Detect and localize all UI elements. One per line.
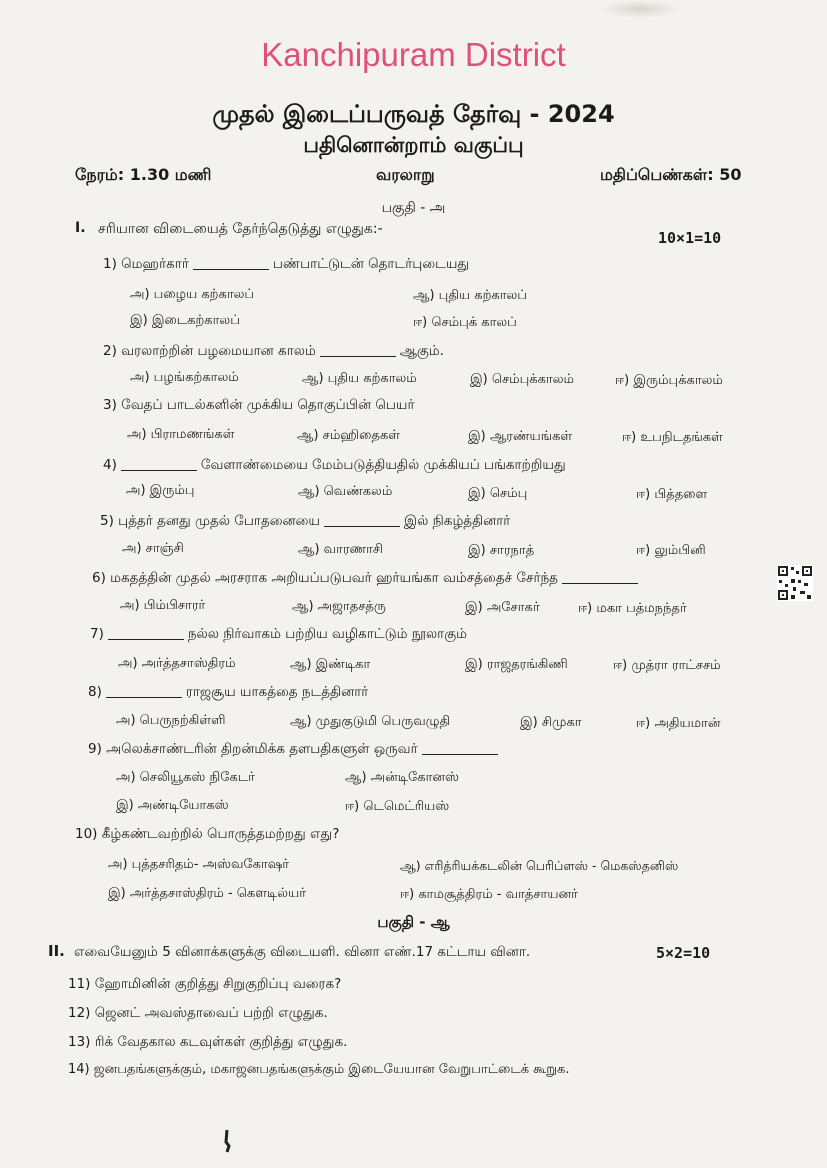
answer-blank xyxy=(320,356,396,357)
question-text: நல்ல நிர்வாகம் பற்றிய வழிகாட்டும் நூலாகும் xyxy=(187,626,467,642)
question-number: 3) xyxy=(103,397,117,413)
option: ஈ) செம்புக் காலப் xyxy=(413,315,517,330)
part-a-label: பகுதி - அ xyxy=(381,200,446,216)
question-number: 1) xyxy=(103,256,117,272)
option: ஈ) பித்தளை xyxy=(636,487,708,502)
question-7 xyxy=(90,626,467,644)
answer-blank xyxy=(422,754,498,755)
question-text: கீழ்கண்டவற்றில் பொருத்தமற்றது எது? xyxy=(101,826,340,842)
question-5 xyxy=(100,513,510,531)
option: ஈ) இரும்புக்காலம் xyxy=(615,373,723,388)
option: இ) அசோகர் xyxy=(465,600,540,615)
question-14 xyxy=(68,1062,570,1078)
option: அ) புத்தசரிதம்- அஸ்வகோஷர் xyxy=(108,857,290,872)
option: இ) ராஜதரங்கிணி xyxy=(465,657,568,672)
question-text: இல் நிகழ்த்தினார் xyxy=(404,513,511,529)
question-number: 7) xyxy=(90,626,104,642)
question-text: வரலாற்றின் பழமையான காலம் xyxy=(121,343,316,359)
option: இ) சாரநாத் xyxy=(468,543,535,558)
option: ஆ) அன்டிகோனஸ் xyxy=(345,770,459,785)
question-13 xyxy=(68,1034,347,1052)
answer-blank xyxy=(121,470,197,471)
question-text: ஆகும். xyxy=(399,343,444,359)
question-number: 4) xyxy=(103,457,117,473)
section-marks: 5×2=10 xyxy=(656,944,711,962)
question-text: ஜனபதங்களுக்கும், மகாஜனபதங்களுக்கும் இடையேயான வேறுபாட்டைக் கூறுக. xyxy=(93,1062,570,1077)
question-text: வேதப் பாடல்களின் முக்கிய தொகுப்பின் பெயர் xyxy=(121,397,415,413)
option: ஈ) காமசூத்திரம் - வாத்சாயனர் xyxy=(400,887,578,902)
option: ஈ) மகா பத்மநந்தர் xyxy=(578,601,687,616)
option: அ) பழைய கற்காலப் xyxy=(130,287,255,302)
question-number: 12) xyxy=(68,1005,91,1021)
option: ஈ) உபநிடதங்கள் xyxy=(622,430,723,445)
option: அ) பழங்கற்காலம் xyxy=(130,370,239,385)
option: ஈ) டெமெட்ரியஸ் xyxy=(345,799,450,814)
question-4 xyxy=(103,457,566,475)
option: ஆ) வெண்கலம் xyxy=(298,484,393,499)
answer-blank xyxy=(324,526,400,527)
question-2 xyxy=(103,343,444,361)
section-number: I. xyxy=(75,220,86,236)
question-text: பண்பாட்டுடன் தொடர்புடையது xyxy=(272,256,470,272)
question-text: வேளாண்மையை மேம்படுத்தியதில் முக்கியப் பங்காற்றியது xyxy=(200,457,566,473)
qr-code-icon xyxy=(777,565,813,601)
question-number: 2) xyxy=(103,343,117,359)
answer-blank xyxy=(106,697,182,698)
section-instruction: சரியான விடையைத் தேர்ந்தெடுத்து எழுதுக:- xyxy=(98,221,383,237)
question-9 xyxy=(88,741,502,759)
option: அ) பெருநற்கிள்ளி xyxy=(116,713,226,728)
option: அ) அர்த்தசாஸ்திரம் xyxy=(118,656,236,671)
question-number: 9) xyxy=(88,741,102,757)
question-number: 13) xyxy=(68,1034,91,1050)
option: இ) செம்பு xyxy=(468,486,528,501)
option: ஈ) அதியமான் xyxy=(636,716,721,731)
option: இ) செம்புக்காலம் xyxy=(470,372,574,387)
option: ஈ) முத்ரா ராட்சசம் xyxy=(613,658,721,673)
district-title: Kanchipuram District xyxy=(261,36,566,73)
question-12 xyxy=(68,1005,328,1023)
question-6 xyxy=(92,570,642,588)
option: ஆ) இண்டிகா xyxy=(290,657,371,672)
question-text: ஜெனட் அவஸ்தாவைப் பற்றி எழுதுக. xyxy=(94,1005,328,1021)
question-10 xyxy=(75,826,339,844)
subject-name: வரலாறு xyxy=(376,165,435,184)
option: ஈ) லும்பினி xyxy=(636,543,706,558)
exam-time: நேரம்: 1.30 மணி xyxy=(75,165,212,184)
scan-artifact xyxy=(222,1128,232,1154)
option: ஆ) புதிய கற்காலப் xyxy=(413,288,527,303)
question-number: 14) xyxy=(68,1062,90,1077)
scan-smudge xyxy=(600,0,680,18)
question-text: மகதத்தின் முதல் அரசராக அறியப்படுபவர் ஹர்யங்கா வம்சத்தைச் சேர்ந்த xyxy=(110,570,558,586)
question-text: அலெக்சாண்டரின் திறன்மிக்க தளபதிகளுள் ஒருவர் xyxy=(106,741,418,757)
question-1 xyxy=(103,256,469,274)
option: ஆ) புதிய கற்காலம் xyxy=(302,371,417,386)
option: அ) செலியூகஸ் நிகேடர் xyxy=(116,770,255,785)
option: ஆ) எரித்ரியக்கடலின் பெரிப்ளஸ் - மெகஸ்தனிஸ் xyxy=(400,858,679,873)
part-b-label: பகுதி - ஆ xyxy=(377,913,450,931)
answer-blank xyxy=(562,583,638,584)
option: இ) அர்த்தசாஸ்திரம் - கௌடில்யர் xyxy=(108,886,307,901)
section-marks: 10×1=10 xyxy=(658,229,722,247)
option: இ) சிமுகா xyxy=(520,715,582,730)
option: இ) அண்டியோகஸ் xyxy=(116,798,229,813)
question-number: 10) xyxy=(75,826,98,842)
section-instruction: எவையேனும் 5 வினாக்களுக்கு விடையளி. வினா எண்.17 கட்டாய வினா. xyxy=(74,944,531,960)
option: ஆ) வாரணாசி xyxy=(298,542,384,557)
question-text: ரிக் வேதகால கடவுள்கள் குறித்து எழுதுக. xyxy=(94,1034,348,1050)
option: இ) ஆரண்யங்கள் xyxy=(468,429,573,444)
question-number: 6) xyxy=(92,570,106,586)
option: அ) பிராமணங்கள் xyxy=(127,427,235,442)
question-text: மெஹர்கார் xyxy=(121,256,189,272)
question-8 xyxy=(88,684,368,702)
option: அ) சாஞ்சி xyxy=(122,541,184,556)
question-3 xyxy=(103,397,415,415)
question-number: 11) xyxy=(68,976,91,992)
exam-title: முதல் இடைப்பருவத் தேர்வு - 2024 xyxy=(212,100,615,128)
option: அ) பிம்பிசாரர் xyxy=(120,598,206,613)
option: ஆ) அஜாதசத்ரு xyxy=(292,599,386,614)
question-number: 5) xyxy=(100,513,114,529)
question-text: புத்தர் தனது முதல் போதனையை xyxy=(118,513,320,529)
section-number: II. xyxy=(48,942,65,960)
question-11 xyxy=(68,976,341,994)
option: ஆ) சம்ஹிதைகள் xyxy=(297,428,400,443)
answer-blank xyxy=(193,269,269,270)
question-text: ஹோமினின் குறித்து சிறுகுறிப்பு வரைக? xyxy=(94,976,342,992)
question-number: 8) xyxy=(88,684,102,700)
class-label: பதினொன்றாம் வகுப்பு xyxy=(303,133,524,157)
answer-blank xyxy=(108,639,184,640)
option: அ) இரும்பு xyxy=(126,483,195,498)
max-marks: மதிப்பெண்கள்: 50 xyxy=(600,165,742,184)
question-text: ராஜசூய யாகத்தை நடத்தினார் xyxy=(185,684,369,700)
option: ஆ) முதுகுடுமி பெருவழுதி xyxy=(290,714,451,729)
option: இ) இடைகற்காலப் xyxy=(130,313,240,328)
